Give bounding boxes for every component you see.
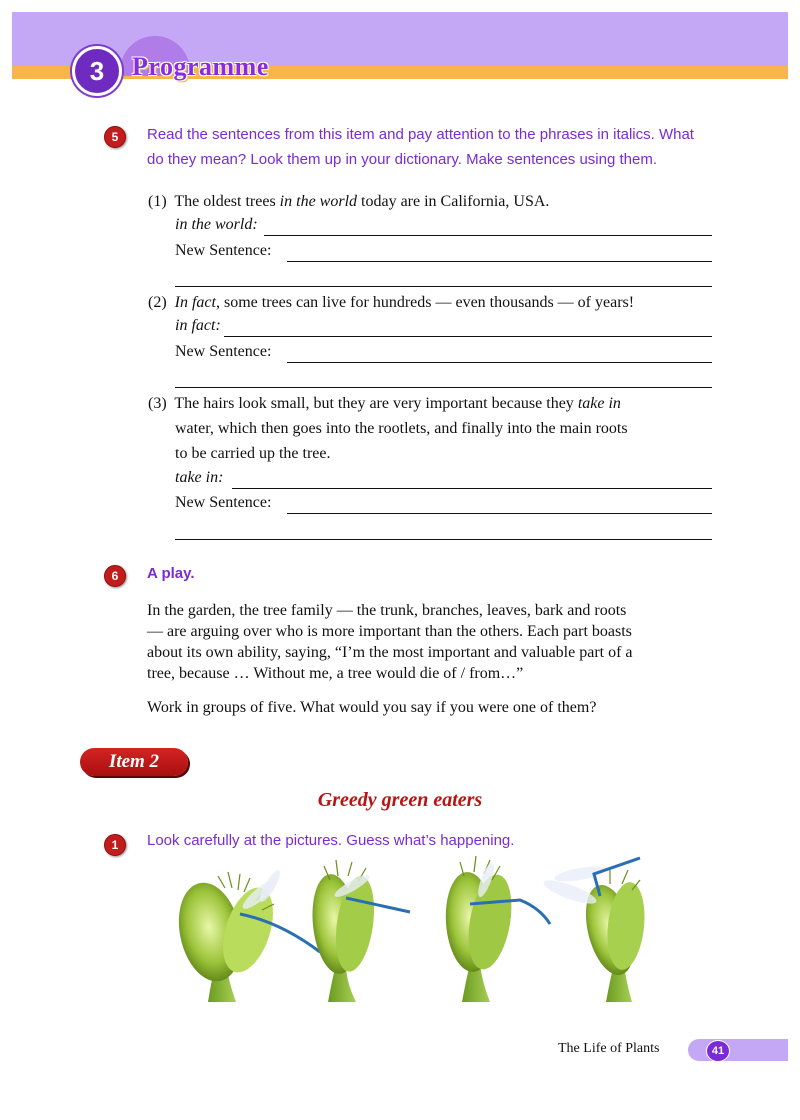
exercise-6-badge: 6 <box>104 565 126 587</box>
question-number: (1) <box>148 193 167 210</box>
flytrap-4 <box>541 858 648 1002</box>
answer-line[interactable] <box>287 362 712 363</box>
flytrap-1 <box>170 868 320 1002</box>
exercise-6-paragraph <box>147 600 727 684</box>
new-sentence-label: New Sentence: <box>175 494 272 511</box>
question-3 <box>148 391 621 416</box>
new-sentence-label: New Sentence: <box>175 343 272 360</box>
phrase-label: in fact: <box>175 317 221 334</box>
answer-line[interactable] <box>287 513 712 514</box>
paragraph-line: — are arguing over who is more important than the others. Each part boasts <box>147 623 632 640</box>
question-text: to be carried up the tree. <box>175 445 331 462</box>
instruction-line: Read the sentences from this item and pay attention to the phrases in italics. What <box>147 126 694 143</box>
answer-line[interactable] <box>232 488 712 489</box>
question-1 <box>148 189 549 214</box>
italic-phrase: take in <box>577 395 621 412</box>
page-number: 41 <box>706 1040 730 1062</box>
paragraph-line: about its own ability, saying, “I’m the most important and valuable part of a <box>147 644 633 661</box>
answer-line[interactable] <box>224 336 712 337</box>
exercise-6-title: A play. <box>147 565 195 582</box>
italic-phrase: In fact <box>174 294 216 311</box>
question-number: (2) <box>148 294 167 311</box>
answer-line[interactable] <box>175 539 712 540</box>
answer-line[interactable] <box>175 387 712 388</box>
exercise-1-instruction: Look carefully at the pictures. Guess what’s happening. <box>147 832 515 849</box>
question-text: today are in California, USA. <box>357 193 550 210</box>
item-2-title: Greedy green eaters <box>317 789 483 811</box>
paragraph-line: In the garden, the tree family — the trunk, branches, leaves, bark and roots <box>147 602 627 619</box>
flytrap-pictures <box>170 852 650 1008</box>
new-sentence-label: New Sentence: <box>175 242 272 259</box>
question-number: (3) <box>148 395 167 412</box>
exercise-5-badge: 5 <box>104 126 126 148</box>
flytrap-2 <box>308 860 410 1002</box>
item-2-label: Item 2 <box>80 748 188 776</box>
footer-chapter: The Life of Plants <box>558 1041 660 1056</box>
flytrap-3 <box>443 856 550 1002</box>
paragraph-line: tree, because … Without me, a tree would die of / from…” <box>147 665 524 682</box>
instruction-line: do they mean? Look them up in your dictionary. Make sentences using them. <box>147 151 658 168</box>
exercise-6-task: Work in groups of five. What would you say if you were one of them? <box>147 699 597 716</box>
answer-line[interactable] <box>264 235 712 236</box>
question-2 <box>148 290 634 315</box>
question-text: The hairs look small, but they are very important because they <box>174 395 578 412</box>
unit-number-badge: 3 <box>72 46 122 96</box>
exercise-5-instruction <box>147 122 694 172</box>
question-text: , some trees can live for hundreds — even thousands — of years! <box>215 294 635 311</box>
phrase-label: take in: <box>175 469 224 486</box>
answer-line[interactable] <box>287 261 712 262</box>
footer-page-tab <box>688 1039 788 1061</box>
italic-phrase: in the world <box>279 193 358 210</box>
unit-title: Programme <box>132 52 269 81</box>
exercise-1-badge: 1 <box>104 834 126 856</box>
phrase-label: in the world: <box>175 216 258 233</box>
question-text: water, which then goes into the rootlets, and finally into the main roots <box>175 420 628 437</box>
answer-line[interactable] <box>175 286 712 287</box>
question-text: The oldest trees <box>174 193 280 210</box>
